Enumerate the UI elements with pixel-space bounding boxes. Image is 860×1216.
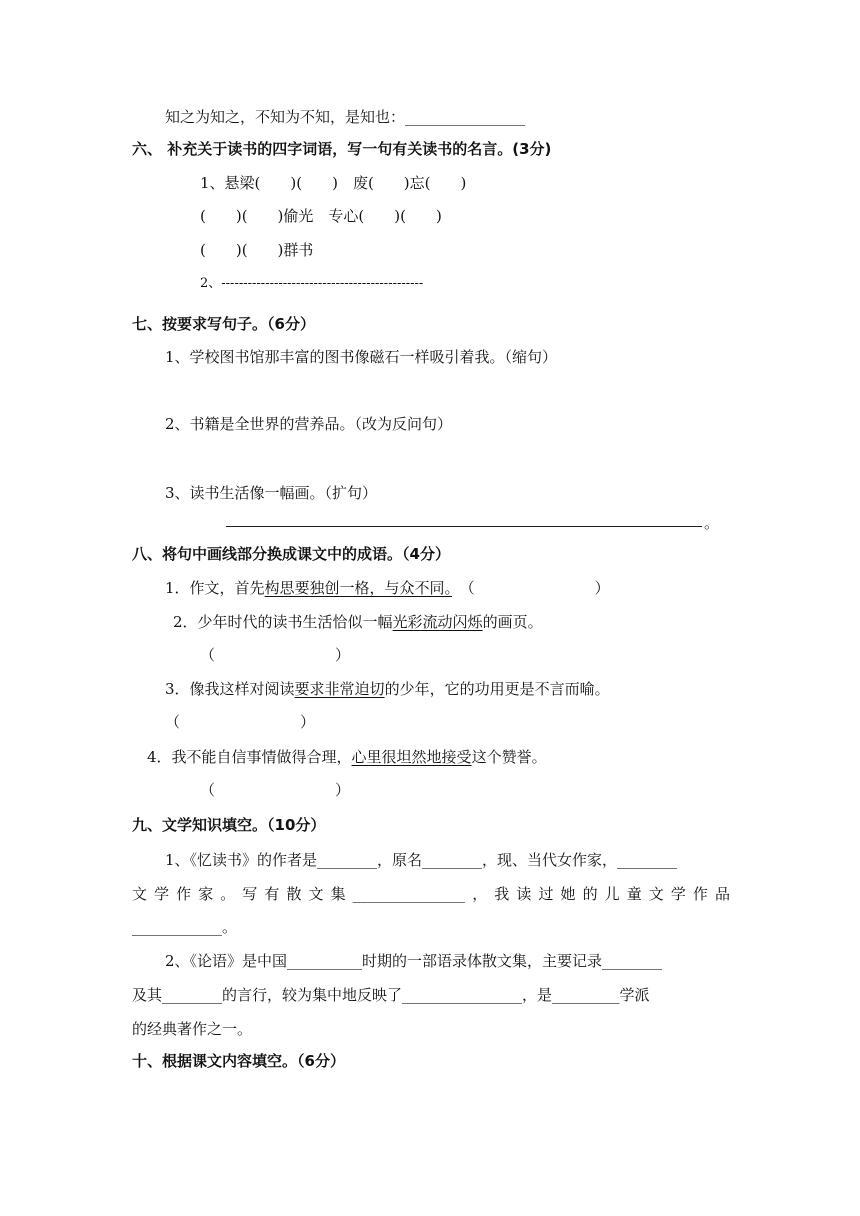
s7-question-3: 3、读书生活像一幅画。（扩句） [165,484,378,502]
section-9-heading: 九、文学知识填空。（10分） [132,816,326,834]
s9-p2-line-2: 及其________的言行，较为集中地反映了________________，是_________学派 [132,986,650,1004]
s9-p1-line-3: ____________。 [132,918,238,936]
section-10-heading: 十、根据课文内容填空。（6分） [132,1052,345,1070]
s9-p2-line-3: 的经典著作之一。 [132,1020,253,1038]
s6-row-2: ( )( )偷光 专心( )( ) [200,207,442,225]
s9-p1-line-1: 1、《忆读书》的作者是________，原名________，现、当代女作家，________ [165,851,678,869]
s6-row-4: 2、---------------------------------------------- [200,276,424,291]
s8-question-4: 4．我不能自信事情做得合理，心里很坦然地接受这个赞誉。 [147,748,547,766]
s7-question-2: 2、书籍是全世界的营养品。（改为反问句） [165,415,453,433]
section-8-heading: 八、将句中画线部分换成课文中的成语。（4分） [132,545,450,563]
s8-blank-2: （ ） [200,646,351,664]
s8-blank-3: （ ） [165,713,316,731]
s8-blank-4: （ ） [200,781,351,799]
intro-line: 知之为知之，不知为不知，是知也：________________ [165,108,526,126]
s8-question-1: 1．作文，首先构思要独创一格，与众不同。 （ ） [165,579,610,597]
s9-p2-line-1: 2、《论语》是中国__________时期的一部语录体散文集，主要记录________ [165,952,663,970]
s7-answer-period: 。 [704,514,720,532]
s7-answer-line [226,526,702,527]
s9-p1-line-2: 文学作家。写有散文集_______________，我读过她的儿童文学作品 [132,885,730,903]
s7-question-1: 1、学校图书馆那丰富的图书像磁石一样吸引着我。（缩句） [165,348,558,366]
s8-question-3: 3．像我这样对阅读要求非常迫切的少年，它的功用更是不言而喻。 [165,680,610,698]
s8-question-2: 2．少年时代的读书生活恰似一幅光彩流动闪烁的画页。 [173,613,543,631]
section-7-heading: 七、按要求写句子。（6分） [132,315,315,333]
s6-row-1: 1、悬梁( )( ) 废( )忘( ) [200,174,467,192]
s6-row-3: ( )( )群书 [200,241,314,259]
section-6-heading: 六、 补充关于读书的四字词语，写一句有关读书的名言。(3分) [132,140,552,158]
